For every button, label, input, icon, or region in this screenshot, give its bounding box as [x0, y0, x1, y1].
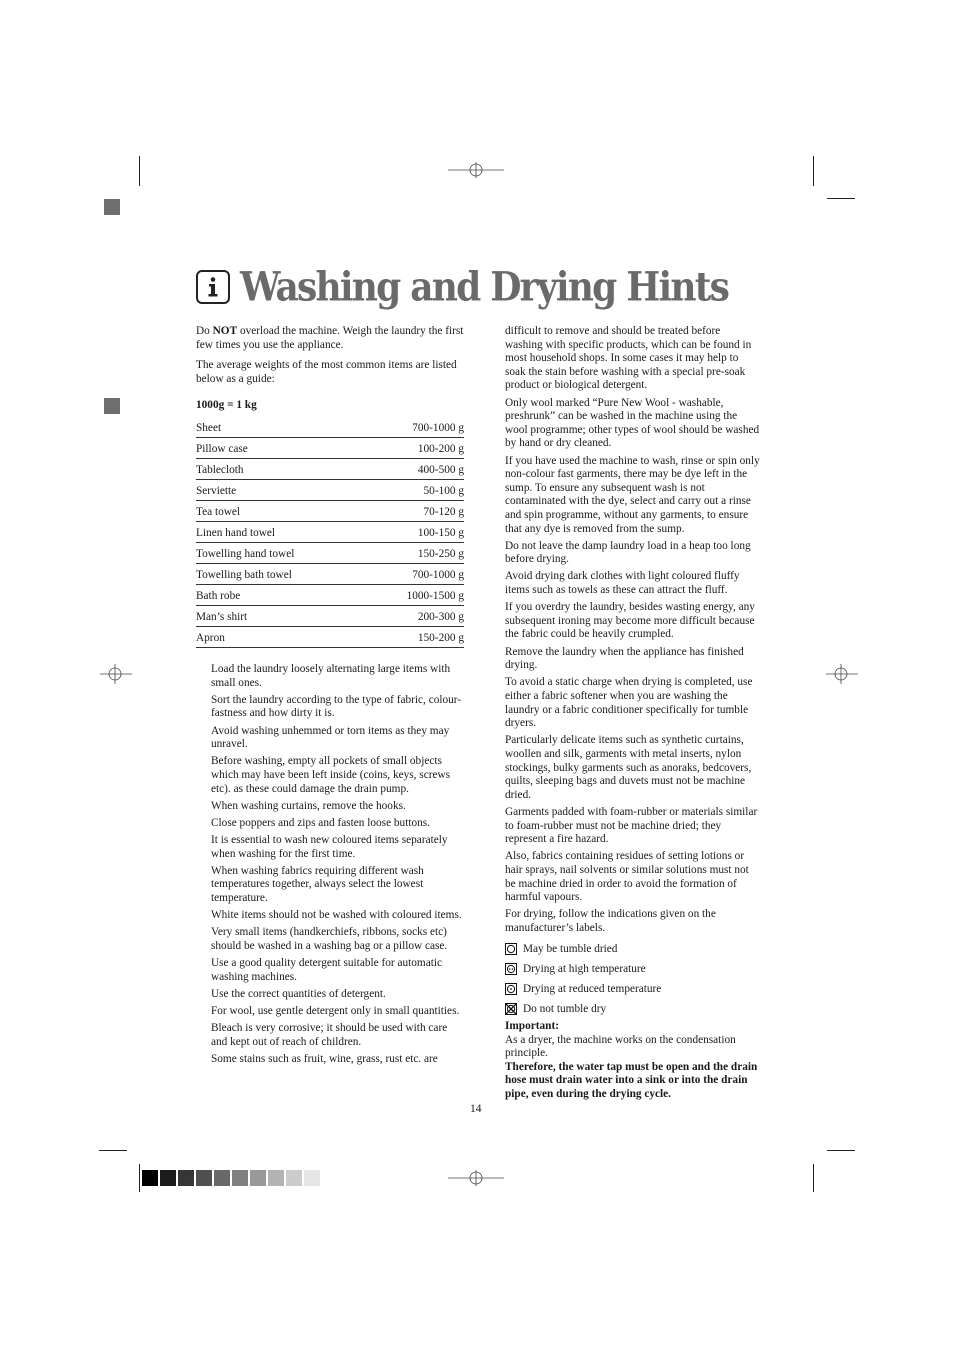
weights-table-row: [196, 606, 464, 627]
crop-mark: [827, 1150, 855, 1151]
item-weight: 50-100 g: [423, 484, 464, 497]
weights-table-row: [196, 438, 464, 459]
item-weight: 150-250 g: [417, 547, 464, 560]
item-name: Linen hand towel: [196, 526, 276, 539]
color-swatch: [268, 1170, 284, 1186]
item-weight: 70-120 g: [423, 505, 464, 518]
registration-mark-icon: [448, 162, 504, 178]
crop-mark: [827, 198, 855, 199]
care-symbol-row: [505, 939, 760, 959]
drying-hint: Also, fabrics containing residues of setting lotions or hair sprays, nail solvents or similar solutions must not be machine dried in order to avoid the formation of harmful vapours.: [505, 850, 749, 904]
care-symbol-row: [505, 959, 760, 979]
color-swatch: [304, 1170, 320, 1186]
crop-mark: [813, 1164, 814, 1192]
weights-table-row: [196, 480, 464, 501]
drying-hint: To avoid a static charge when drying is completed, use either a fabric softener when you are washing the laundry or a fabric conditioner specifically for tumble dryers.: [505, 676, 753, 730]
hint-item: Bleach is very corrosive; it should be used with care and kept out of reach of children.: [211, 1022, 448, 1048]
hint-item: Use the correct quantities of detergent.: [211, 988, 386, 1000]
hint-item: Avoid washing unhemmed or torn items as they may unravel.: [211, 724, 450, 751]
item-weight: 200-300 g: [417, 610, 464, 623]
weights-table-row: [196, 585, 464, 606]
weights-table-row: [196, 501, 464, 522]
page-number: 14: [470, 1103, 482, 1115]
left-column: [196, 325, 464, 648]
crop-mark: [139, 156, 140, 186]
weights-table: [196, 417, 464, 648]
color-swatch: [250, 1170, 266, 1186]
weights-table-row: [196, 417, 464, 438]
crop-mark: [99, 1150, 127, 1151]
care-symbols-list: [505, 939, 760, 1019]
color-swatch: [232, 1170, 248, 1186]
drying-hint: Garments padded with foam-rubber or materials similar to foam-rubber must not be machine dried; they represent a fire hazard.: [505, 805, 758, 846]
hints-list: [211, 663, 464, 1070]
do-not-tumble-dry-icon: [505, 1003, 517, 1015]
hint-item: Close poppers and zips and fasten loose buttons.: [211, 816, 430, 829]
drying-hint: Remove the laundry when the appliance has finished drying.: [505, 645, 744, 672]
intro-paragraph: The average weights of the most common items are listed below as a guide:: [196, 359, 457, 385]
hint-item: Very small items (handkerchiefs, ribbons, socks etc) should be washed in a washing bag or a pillow case.: [211, 926, 448, 953]
item-weight: 700-1000 g: [412, 421, 464, 434]
weights-table-row: [196, 564, 464, 585]
color-swatch: [286, 1170, 302, 1186]
hint-item: For wool, use gentle detergent only in small quantities.: [211, 1005, 460, 1018]
drying-hints: [505, 325, 760, 935]
hint-item: Use a good quality detergent suitable for automatic washing machines.: [211, 957, 442, 983]
drying-hint: If you overdry the laundry, besides wasting energy, any subsequent ironing may become more difficult because the fabric could be heavily crumpled.: [505, 601, 755, 641]
intro-paragraph: Do NOT overload the machine. Weigh the laundry the first few times you use the appliance.: [196, 325, 464, 351]
item-name: Sheet: [196, 421, 222, 434]
item-name: Towelling bath towel: [196, 568, 292, 581]
important-heading: Important:: [505, 1020, 559, 1033]
drying-hint: Particularly delicate items such as synthetic curtains, woollen and silk, garments with metal inserts, nylon stockings, bulky garments such as anoraks, bedcovers, quilts, sleeping bags and duvets must not be machine dried.: [505, 734, 752, 801]
margin-marker: [104, 398, 120, 414]
item-weight: 100-150 g: [417, 526, 464, 539]
drying-hint: difficult to remove and should be treated before washing with specific products, which can be found in most household shops. In some cases it may help to soak the stain before washing with a special pre-soak product or biological detergent.: [505, 325, 752, 392]
item-name: Towelling hand towel: [196, 547, 295, 560]
care-symbol-row: [505, 979, 760, 999]
hint-item: Load the laundry loosely alternating large items with small ones.: [211, 663, 451, 689]
registration-mark-icon: [448, 1170, 504, 1186]
item-weight: 400-500 g: [417, 463, 464, 476]
item-weight: 100-200 g: [417, 442, 464, 455]
item-name: Serviette: [196, 484, 237, 497]
hint-item: When washing curtains, remove the hooks.: [211, 799, 406, 812]
color-swatch: [196, 1170, 212, 1186]
care-symbol-label: Drying at reduced temperature: [523, 983, 662, 996]
hint-item: When washing fabrics requiring different wash temperatures together, always select the lowest temperature.: [211, 864, 424, 905]
care-symbol-row: [505, 999, 760, 1019]
item-weight: 700-1000 g: [412, 568, 464, 581]
hint-item: Before washing, empty all pockets of small objects which may have been left inside (coins, keys, screws etc). as these could damage the drain pump.: [211, 755, 451, 795]
info-icon: [196, 270, 230, 304]
item-weight: 1000-1500 g: [406, 589, 464, 602]
drying-hint: If you have used the machine to wash, rinse or spin only non-colour fast garments, there may be dye left in the sump. To ensure any subsequent wash is not contaminated with the dye, select and carry out a rinse and spin programme, without any garments, to ensure that any dye is removed from the sump.: [505, 454, 760, 535]
color-swatch: [142, 1170, 158, 1186]
weights-table-row: [196, 543, 464, 564]
hint-item: Sort the laundry according to the type of fabric, colour-fastness and how dirty it is.: [211, 693, 462, 720]
drying-hint: Only wool marked “Pure New Wool - washable, preshrunk” can be washed in the machine using the wool programme; other types of wool should be washed by hand or dry cleaned.: [505, 396, 760, 450]
care-symbol-label: Drying at high temperature: [523, 963, 646, 976]
care-symbol-label: May be tumble dried: [523, 943, 618, 956]
crop-mark: [813, 156, 814, 186]
weights-table-row: [196, 627, 464, 648]
tumble-dry-high-icon: [505, 963, 517, 975]
color-swatch: [214, 1170, 230, 1186]
hint-item: Some stains such as fruit, wine, grass, rust etc. are: [211, 1053, 438, 1066]
drying-hint: For drying, follow the indications given on the manufacturer’s labels.: [505, 908, 716, 934]
page-title: Washing and Drying Hints: [240, 263, 729, 311]
care-symbol-label: Do not tumble dry: [523, 1003, 607, 1016]
tumble-dry-icon: [505, 943, 517, 955]
item-name: Bath robe: [196, 589, 241, 602]
item-name: Tablecloth: [196, 463, 244, 476]
registration-mark-icon: [826, 664, 858, 684]
color-swatch: [178, 1170, 194, 1186]
important-note: [505, 1020, 760, 1102]
page-header: [196, 262, 728, 312]
color-swatch: [160, 1170, 176, 1186]
crop-mark: [139, 1164, 140, 1192]
hint-item: It is essential to wash new coloured items separately when washing for the first time.: [211, 834, 448, 860]
weights-table-row: [196, 459, 464, 480]
item-weight: 150-200 g: [417, 631, 464, 644]
drying-hint: Avoid drying dark clothes with light coloured fluffy items such as towels as these can attract the fluff.: [505, 570, 740, 597]
weights-table-row: [196, 522, 464, 543]
item-name: Apron: [196, 631, 225, 644]
item-name: Tea towel: [196, 505, 241, 518]
weights-heading: 1000g = 1 kg: [196, 399, 257, 412]
registration-mark-icon: [100, 664, 132, 684]
important-warning: Therefore, the water tap must be open and the drain hose must drain water into a sink or into the drain pipe, even during the drying cycle.: [505, 1060, 758, 1101]
hint-item: White items should not be washed with coloured items.: [211, 909, 462, 922]
item-name: Man’s shirt: [196, 610, 248, 623]
item-name: Pillow case: [196, 442, 248, 455]
tumble-dry-low-icon: [505, 983, 517, 995]
margin-marker: [104, 199, 120, 215]
drying-hint: Do not leave the damp laundry load in a heap too long before drying.: [505, 539, 751, 566]
important-text: As a dryer, the machine works on the condensation principle.: [505, 1033, 736, 1060]
right-column: [505, 325, 760, 1102]
